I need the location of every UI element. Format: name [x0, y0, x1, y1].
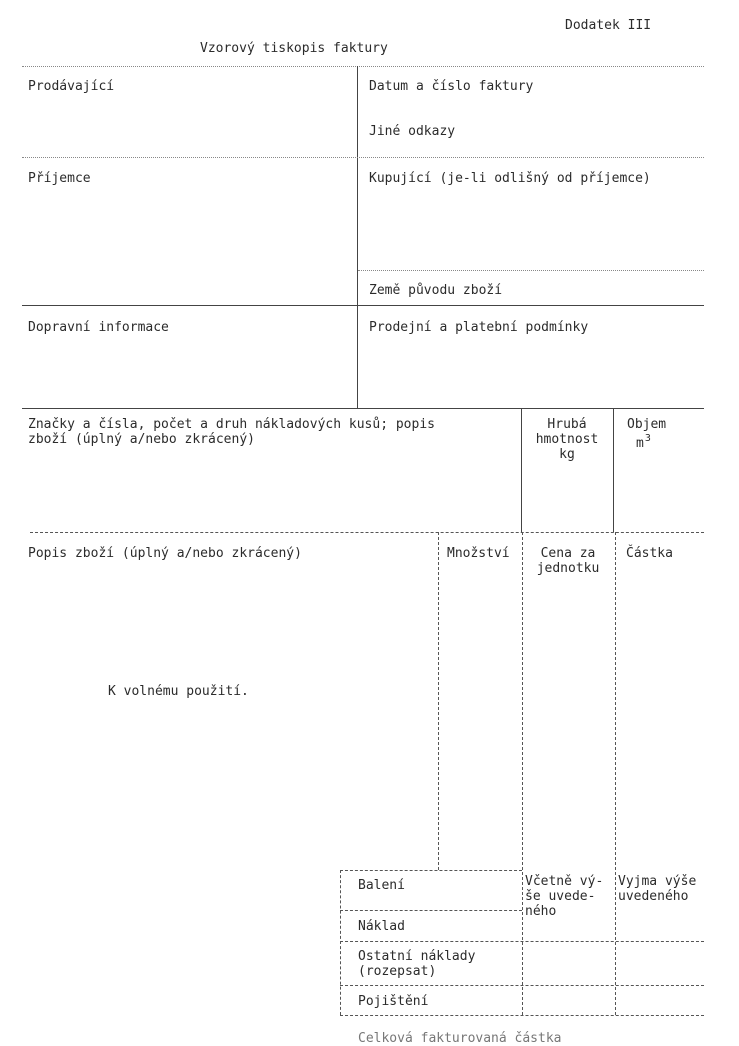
seller-label: Prodávající: [28, 79, 115, 94]
price-divider: [522, 532, 523, 1015]
other-costs-label-line1: Ostatní náklady: [358, 949, 476, 964]
excluding-label-line1: Vyjma výše: [618, 874, 697, 889]
gross-label-line1: Hrubá: [547, 417, 587, 432]
sale-terms-label: Prodejní a platební podmínky: [369, 320, 589, 335]
invoice-date-number-label: Datum a číslo faktury: [369, 79, 534, 94]
packing-label: Balení: [358, 878, 405, 893]
unit-price-label-line2: jednotku: [536, 561, 600, 576]
amount-label: Částka: [626, 546, 673, 561]
volume-label-line1: Objem: [627, 417, 667, 432]
divider-1: [22, 157, 704, 158]
other-costs-label-line2: (rozepsat): [358, 964, 437, 979]
including-label-line2: še uvede-: [525, 889, 596, 904]
cost-divider-4: [340, 1015, 704, 1016]
cost-box-top: [340, 870, 522, 871]
other-references-label: Jiné odkazy: [369, 124, 456, 139]
consignee-label: Příjemce: [28, 171, 91, 186]
including-label-line3: ného: [525, 904, 557, 919]
transport-info-label: Dopravní informace: [28, 320, 169, 335]
free-use-note: K volnému použití.: [108, 684, 249, 699]
including-label-line1: Včetně vý-: [525, 874, 604, 889]
gross-label-line2: hmotnost: [535, 432, 599, 447]
cost-divider-1: [340, 910, 522, 911]
divider-2: [22, 305, 704, 306]
quantity-divider: [438, 532, 439, 870]
top-border: [22, 66, 704, 67]
insurance-label: Pojištění: [358, 994, 429, 1009]
column-divider: [357, 66, 358, 408]
freight-label: Náklad: [358, 919, 405, 934]
volume-label-line2: [636, 433, 651, 452]
unit-price-label-line1: Cena za: [540, 546, 596, 561]
volume-unit: m: [636, 436, 644, 451]
divider-3: [22, 408, 704, 409]
gross-label-line3: kg: [559, 447, 575, 462]
cost-box-left: [340, 870, 341, 1015]
cost-divider-2: [340, 941, 704, 942]
buyer-label: Kupující (je-li odlišný od příjemce): [369, 171, 651, 186]
marks-label-line1: Značky a čísla, počet a druh nákladových kusů; popis: [28, 417, 435, 432]
origin-country-label: Země původu zboží: [369, 283, 503, 298]
quantity-label: Množství: [447, 546, 510, 561]
divider-4: [30, 532, 704, 533]
cost-divider-3: [340, 985, 704, 986]
marks-label-line2: zboží (úplný a/nebo zkrácený): [28, 432, 255, 447]
excluding-label-line2: uvedeného: [618, 889, 689, 904]
annex-label: Dodatek III: [565, 18, 652, 33]
volume-divider: [613, 408, 614, 532]
volume-superscript: 3: [644, 433, 651, 444]
amount-divider: [615, 532, 616, 1015]
form-title: Vzorový tiskopis faktury: [200, 41, 388, 56]
divider-origin: [358, 270, 704, 271]
total-invoice-label: Celková fakturovaná částka: [358, 1031, 562, 1046]
goods-description-label: Popis zboží (úplný a/nebo zkrácený): [28, 546, 302, 561]
